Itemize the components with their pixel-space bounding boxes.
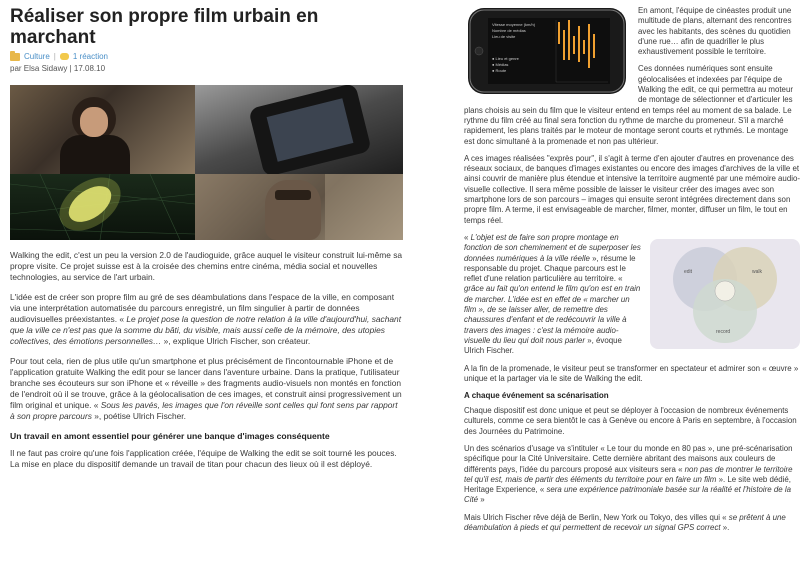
scenario-quote-2: sera une expérience patrimoniale basée sur la réalité et l'histoire de la Cité: [464, 485, 791, 505]
concept-quote: Le projet pose la question de notre relation à la ville d'aujourd'hui, sachant que la ville ce n'est pas que la somme du bâti, du visible, mais aussi celle de la mémoire, des utopies collectives, des émotions personnelles…: [10, 314, 402, 346]
article-title: Réaliser son propre film urbain en marchant: [10, 6, 319, 48]
concept-paragraph: [10, 292, 403, 347]
end-walk-paragraph: [464, 364, 800, 385]
phone-screen-line-media: Nombre de médias: [492, 28, 526, 33]
venn-label-walk: walk: [752, 268, 763, 275]
comment-bubble-icon: [60, 53, 69, 60]
right-column: [464, 6, 800, 540]
section-heading-work: Un travail en amont essentiel pour générer une banque d'images conséquente: [10, 431, 330, 441]
phone-legend-3: ● Route: [492, 68, 507, 73]
byline: par Elsa Sidawy | 17.08.10: [10, 64, 106, 73]
section-heading-scenario: A chaque événement sa scénarisation: [464, 391, 609, 401]
left-column: [10, 6, 403, 479]
meta-separator: |: [53, 52, 56, 61]
phone-screen-line-place: Lieu de visite: [492, 34, 516, 39]
quote-close: », évoque Ulrich Fischer.: [464, 335, 622, 356]
cities-quote: se prêtent à une déambulation à pieds et qui permettent de recevoir un signal GPS correct: [464, 512, 786, 533]
venn-label-record: record: [716, 328, 731, 335]
comments-link[interactable]: 1 réaction: [72, 52, 109, 61]
geolocation-text: Ces données numériques sont ensuite géolocalisées et indexées par l'équipe de Walking the edit, ce qui permettra au moteur de montage de sélectionner et d'articuler les plans choisis au sein du film que le visiteur entend en temps réel au moment de sa balade. Le rythme du film créé au final sera fonction du rythme de marche du promeneur. S'il a marché rapidement, les plans traités par le moteur de montage seront courts et rythmés. Le montage est donc simultané à la promenade et non pas ultérieur.: [464, 64, 793, 146]
quote-walk-film: grâce au fait qu'on entend le film qu'on est en train de marcher. L'idée est en effet de « marcher un film », de se laisser aller, de remettre des chaussures d'enfant et de redécouvrir la ville à travers des images : c'est la mémoire audio-visuelle du lieu qui doit nous parler: [464, 284, 641, 345]
venn-diagram-illustration: [650, 239, 800, 349]
cities-paragraph: [464, 513, 800, 534]
events-text: Chaque dispositif est donc unique et peut se déployer à l'occasion de nombreux événements culturels, comme ce sera bientôt le cas à Genève ou encore à Paris en septembre, à l'occasion des Journées du Patrimoine.: [464, 406, 797, 436]
scenario-quote-1: non pas de montrer le territoire tel qu'il est, mais de partir des éléments du territoire pour en faire un film: [464, 464, 793, 484]
iphone-text-b: », poétise Ulrich Fischer.: [91, 411, 186, 421]
photo-hand-holding-iphone: [195, 85, 403, 174]
concept-text-a: L'idée est de créer son propre film au gré de ses déambulations dans l'espace de la ville, en composant via une interprétation automatisée du parcours enregistré, un film singulier à partir de données audiovisuelles préexistantes. «: [10, 292, 395, 324]
venn-label-edit: edit: [684, 268, 693, 275]
social-paragraph: [464, 154, 800, 226]
iphone-quote: Sous les pavés, les images que l'on réveille sont celles qui font sens par rapport à son propre parcours: [10, 400, 398, 421]
photo-map-glow: [10, 174, 195, 240]
work-paragraph: [10, 448, 403, 470]
end-walk-text: A la fin de la promenade, le visiteur peut se transformer en spectateur et admirer son « œuvre » unique et la partager via le site de Walking the edit.: [464, 363, 799, 383]
scenario-text-b: ». Le site web dédié, Heritage Experience, «: [464, 474, 791, 495]
category-link[interactable]: Culture: [24, 52, 50, 61]
intro-text: Walking the edit, c'est un peu la version 2.0 de l'audioguide, grâce auquel le visiteur construit lui-même sa propre visite. Ce projet suisse est à la croisée des chemins entre cinéma, média social et nouvelles technologies, au service de l'art urbain.: [10, 250, 403, 282]
hero-photo-collage: [10, 85, 403, 240]
concept-text-b: », explique Ulrich Fischer, son créateur.: [161, 336, 311, 346]
phone-legend-2: ● Médias: [492, 62, 509, 67]
photo-old-man-statue: [195, 174, 403, 240]
article-meta: [10, 52, 403, 61]
events-paragraph: [464, 406, 800, 437]
scenario-text-a: Un des scénarios d'usage va s'intituler « Le tour du monde en 80 pas », une pré-scénarisation spécifique pour la Cité Universitaire. Cette dernière abritant des maisons aux couleurs de différents pays, l'idée du parcours proposé aux visiteurs sera «: [464, 443, 793, 474]
quote-open: «: [464, 232, 471, 242]
quote-montage: L'objet est de faire son propre montage en fonction de son cheminement et de superposer les données numériques à la ville réelle: [464, 232, 641, 263]
intro-paragraph: [10, 250, 403, 283]
phone-screen-line-speed: Vitesse moyenne (km/h): [492, 22, 536, 27]
work-text: Il ne faut pas croire qu'une fois l'application créée, l'équipe de Walking the edit se soit tourné les pouces. La mise en place du dispositif demande un travail de titan pour chacun des lieux où il est déployé.: [10, 448, 397, 469]
cities-text-a: Mais Ulrich Fischer rêve déjà de Berlin, New York ou Tokyo, des villes qui «: [464, 512, 729, 522]
iphone-paragraph: [10, 356, 403, 422]
photo-woman-with-phone: [10, 85, 195, 174]
iphone-text-a: Pour tout cela, rien de plus utile qu'un smartphone et plus précisément de l'incontournable iPhone et de l'application gratuite Walking the edit pour se lancer dans l'aventure urbaine. Dans la pratique, l'utilisateur branche ses écouteurs sur son iPhone et « réveille » des fragments audio-visuels non montés en fonction de l'endroit où il se trouve, grâce à la géolocalisation de ces images, et construit ainsi progressivement un film original et unique. «: [10, 356, 402, 410]
phone-legend-1: ● Lieu et genre: [492, 56, 519, 61]
scenario-text-c: »: [478, 495, 485, 505]
scenario-paragraph: [464, 444, 800, 506]
social-text: A ces images réalisées "exprès pour", il s'agit à terme d'en ajouter d'autres en provenance des réseaux sociaux, de banques d'images existantes ou encore des images d'archives de la ville et ainsi couvrir de manière plus étendue et intensive la territoire augmenté par une mémoire audio-visuelle collective. Il sera même possible de laisser le visiteur créer des images avec son smartphone lors de son parcours – images qui ensuite seront intégrées directement dans son propre film. A terme, il est envisageable de marcher, filmer, monter, diffuser un film, le tout en temps réel.: [464, 153, 800, 225]
cities-text-b: ».: [720, 523, 730, 533]
folder-icon: [10, 53, 20, 61]
iphone-illustration: [464, 6, 632, 96]
upstream-text: En amont, l'équipe de cinéastes produit une multitude de plans, alternant des rencontres avec les habitants, des scènes du quotidien d'une rue… afin de quadriller le plus exhaustivement possible le territoire.: [638, 6, 792, 57]
quote-mid: », résume le responsable du projet. Chaque parcours est le reflet d'une relation particulière au territoire. «: [464, 253, 636, 284]
